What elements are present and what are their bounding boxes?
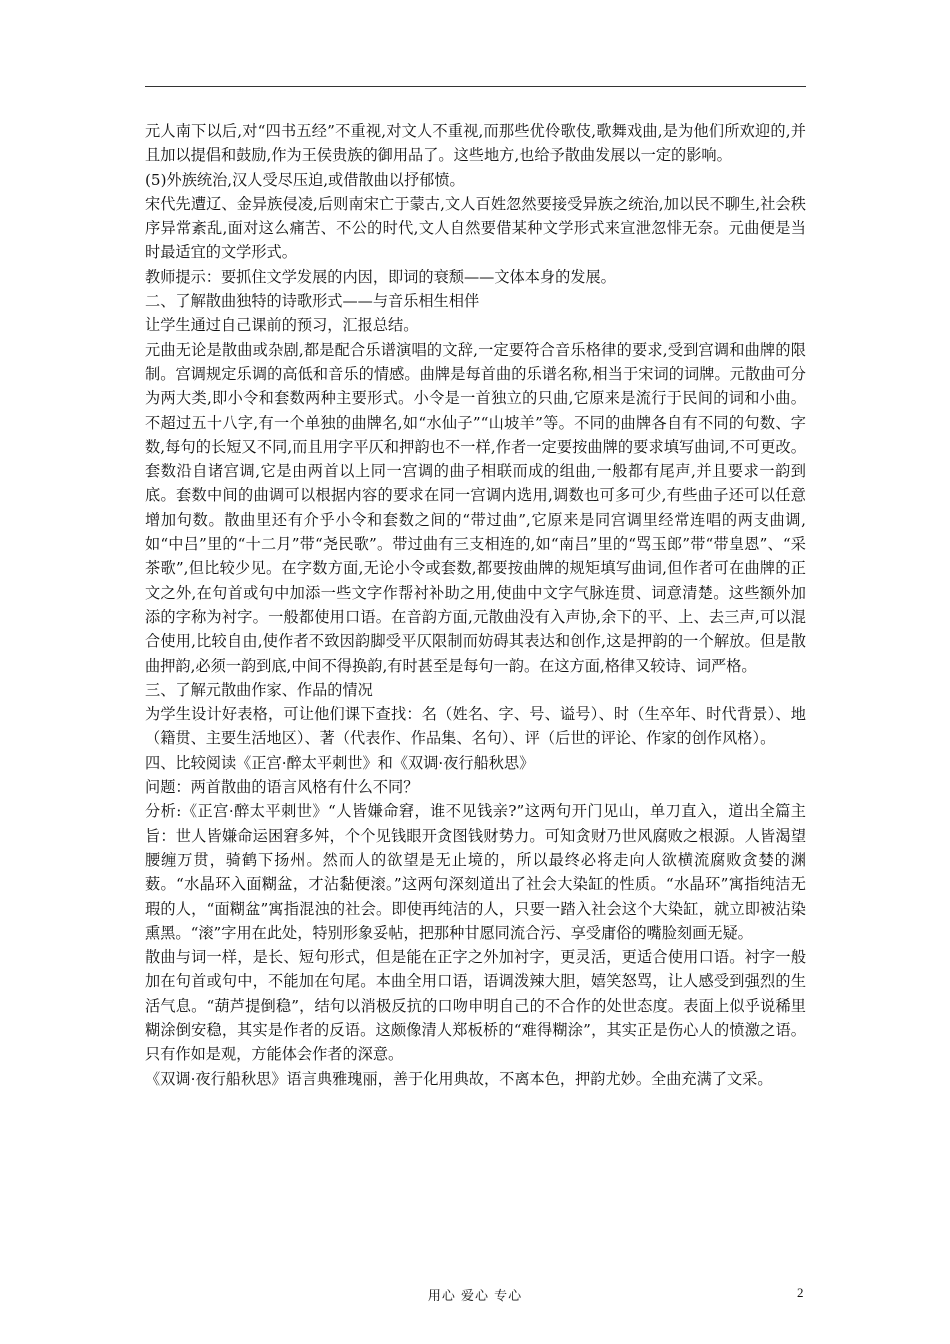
page-number: 2	[797, 1285, 804, 1300]
paragraph: 《双调·夜行船秋思》语言典雅瑰丽，善于化用典故，不离本色，押韵尤妙。全曲充满了文采。	[145, 1069, 773, 1088]
section-heading: 四、比较阅读《正宫·醉太平刺世》和《双调·夜行船秋思》	[145, 753, 535, 772]
paragraph: 元曲无论是散曲或杂剧,都是配合乐谱演唱的文辞,一定要符合音乐格律的要求,受到宫调和曲牌的限制。宫调规定乐调的高低和音乐的情感。曲牌是每首曲的乐谱名称,相当于宋词的词牌。元散曲可分为两大类,即小令和套数两种主要形式。小令是一首独立的只曲,它原来是流行于民间的词和小曲。不超过五十八字,有一个单独的曲牌名,如“水仙子”“山坡羊”等。不同的曲牌各自有不同的句数、字数,每句的长短又不同,而且用字平仄和押韵也不一样,作者一定要按曲牌的要求填写曲词,不可更改。套数沿自诸宫调,它是由两首以上同一宫调的曲子相联而成的组曲,一般都有尾声,并且要求一韵到底。套数中间的曲调可以根据内容的要求在同一宫调内选用,调数也可多可少,有些曲子还可以任意增加句数。散曲里还有介乎小令和套数之间的“带过曲”,它原来是同宫调里经常连唱的两支曲调,如“中吕”里的“十二月”带“尧民歌”。带过曲有三支相连的,如“南吕”里的“骂玉郎”带“带皇恩”、“采茶歌”,但比较少见。在字数方面,无论小令或套数,都要按曲牌的规矩填写曲词,但作者可在曲牌的正文之外,在句首或句中加添一些文字作帮衬补助之用,使曲中文字气脉连贯、词意清楚。这些额外加添的字称为衬字。一般都使用口语。在音韵方面,元散曲没有入声协,余下的平、上、去三声,可以混合使用,比较自由,使作者不致因韵脚受平仄限制而妨碍其表达和创作,这是押韵的一个解放。但是散曲押韵,必须一韵到底,中间不得换韵,有时甚至是每句一韵。在这方面,格律又较诗、词严格。	[145, 340, 806, 675]
paragraph: 教师提示：要抓住文学发展的内因，即词的衰颓——文体本身的发展。	[145, 267, 616, 286]
paragraph: 分析:《正宫·醉太平刺世》“人皆嫌命窘，谁不见钱亲?”这两句开门见山，单刀直入，道出全篇主旨：世人皆嫌命运困窘多舛，个个见钱眼开贪图钱财势力。可知贪财乃世风腐败之根源。人皆渴望腰缠万贯，骑鹤下扬州。然而人的欲望是无止境的，所以最终必将走向人欲横流腐败贪婪的渊薮。“水晶环入面糊盆，才沾黏便滚。”这两句深刻道出了社会大染缸的性质。“水晶环”寓指纯洁无瑕的人，“面糊盆”寓指混浊的社会。即使再纯洁的人，只要一踏入社会这个大染缸，就立即被沾染熏黑。“滚”字用在此处，特别形象妥帖，把那种甘愿同流合污、享受庸俗的嘴脸刻画无疑。	[145, 802, 806, 942]
section-heading: 二、了解散曲独特的诗歌形式——与音乐相生相伴	[145, 292, 480, 311]
section-heading: 三、了解元散曲作家、作品的情况	[145, 680, 373, 699]
paragraph: 散曲与词一样，是长、短句形式，但是能在正字之外加衬字，更灵活，更适合使用口语。衬字一般加在句首或句中，不能加在句尾。本曲全用口语，语调泼辣大胆，嬉笑怒骂，让人感受到强烈的生活气息。“葫芦提倒稳”，结句以消极反抗的口吻申明自己的不合作的处世态度。表面上似乎说稀里糊涂倒安稳，其实是作者的反语。这颇像清人郑板桥的“难得糊涂”，其实正是伤心人的愤激之语。只有作如是观，方能体会作者的深意。	[145, 948, 806, 1064]
paragraph: (5)外族统治,汉人受尽压迫,或借散曲以抒郁愤。	[145, 170, 465, 189]
footer-motto: 用心 爱心 专心	[427, 1289, 523, 1304]
paragraph: 元人南下以后,对“四书五经”不重视,对文人不重视,而那些优伶歌伎,歌舞戏曲,是为他们所欢迎的,并且加以提倡和鼓励,作为王侯贵族的御用品了。这些地方,也给予散曲发展以一定的影响。	[145, 122, 806, 165]
paragraph: 问题：两首散曲的语言风格有什么不同？	[145, 778, 419, 797]
paragraph: 为学生设计好表格，可让他们课下查找：名（姓名、字、号、谥号）、时（生卒年、时代背景）、地（籍贯、主要生活地区）、著（代表作、作品集、名句）、评（后世的评论、作家的创作风格）。	[145, 705, 806, 748]
paragraph: 让学生通过自己课前的预习，汇报总结。	[145, 316, 419, 335]
paragraph: 宋代先遭辽、金异族侵凌,后则南宋亡于蒙古,文人百姓忽然要接受异族之统治,加以民不聊生,社会秩序异常紊乱,面对这么痛苦、不公的时代,文人自然要借某种文学形式来宣泄忽悱无奈。元曲便是当时最适宜的文学形式。	[145, 194, 806, 262]
document-body	[145, 119, 806, 1091]
header-rule	[145, 86, 806, 87]
